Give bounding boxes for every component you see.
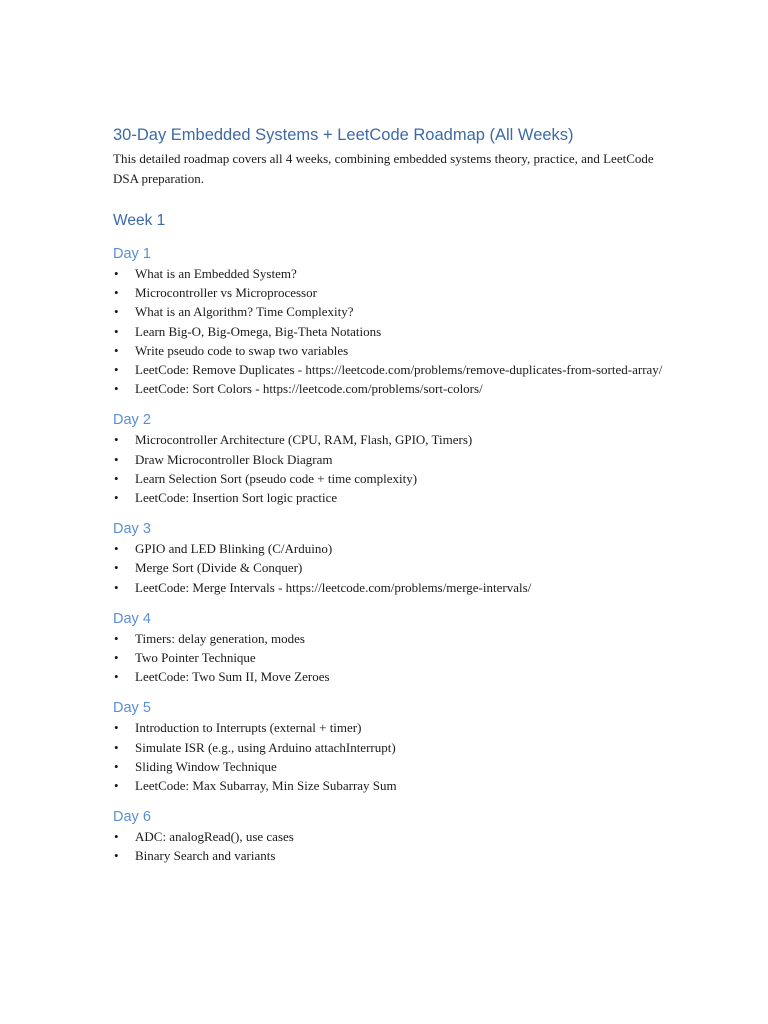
- week-heading: Week 1: [113, 212, 166, 229]
- day-item-list: [113, 264, 673, 398]
- bullet-icon: •: [114, 650, 119, 666]
- day-section-1: [113, 244, 673, 398]
- bullet-icon: •: [114, 304, 119, 320]
- day-section-6: [113, 807, 673, 865]
- day-heading: Day 2: [113, 412, 151, 429]
- day-item-list: [113, 430, 673, 507]
- bullet-icon: •: [114, 490, 119, 506]
- list-item: [113, 302, 673, 321]
- list-item-text: Draw Microcontroller Block Diagram: [135, 451, 333, 467]
- list-item: [113, 558, 673, 577]
- list-item-text: What is an Algorithm? Time Complexity?: [135, 304, 354, 320]
- list-item: [113, 264, 673, 283]
- day-item-list: [113, 827, 673, 865]
- bullet-icon: •: [114, 432, 119, 448]
- list-item-text: Sliding Window Technique: [135, 758, 277, 774]
- bullet-icon: •: [114, 451, 119, 467]
- list-item-text: LeetCode: Merge Intervals - https://leetcode.com/problems/merge-intervals/: [135, 579, 532, 595]
- list-item: [113, 738, 673, 757]
- bullet-icon: •: [114, 381, 119, 397]
- bullet-icon: •: [114, 829, 119, 845]
- day-heading: Day 5: [113, 700, 151, 717]
- list-item: [113, 360, 673, 379]
- list-item: [113, 718, 673, 737]
- week-section: [113, 210, 673, 866]
- list-item: [113, 488, 673, 507]
- list-item-text: Introduction to Interrupts (external + timer): [135, 720, 362, 736]
- list-item: [113, 827, 673, 846]
- day-section-4: [113, 609, 673, 687]
- bullet-icon: •: [114, 579, 119, 595]
- bullet-icon: •: [114, 266, 119, 281]
- list-item-text: Merge Sort (Divide & Conquer): [135, 560, 303, 576]
- document-page: [113, 124, 673, 866]
- list-item: [113, 648, 673, 667]
- day-section-5: [113, 698, 673, 795]
- intro-paragraph: This detailed roadmap covers all 4 weeks, combining embedded systems theory, practice, and LeetCode DSA preparation.: [113, 151, 654, 186]
- list-item-text: GPIO and LED Blinking (C/Arduino): [135, 541, 333, 557]
- list-item-text: LeetCode: Max Subarray, Min Size Subarray Sum: [135, 778, 397, 794]
- list-item: [113, 667, 673, 686]
- bullet-icon: •: [114, 470, 119, 486]
- list-item: [113, 341, 673, 360]
- bullet-icon: •: [114, 778, 119, 794]
- bullet-icon: •: [114, 541, 119, 557]
- list-item-text: Microcontroller vs Microprocessor: [135, 285, 317, 301]
- day-heading: Day 6: [113, 809, 151, 826]
- day-section-3: [113, 519, 673, 597]
- bullet-icon: •: [114, 362, 119, 378]
- list-item: [113, 430, 673, 449]
- bullet-icon: •: [114, 323, 119, 339]
- list-item-text: Write pseudo code to swap two variables: [135, 342, 349, 358]
- list-item: [113, 539, 673, 558]
- day-heading: Day 1: [113, 246, 151, 262]
- list-item: [113, 757, 673, 776]
- list-item: [113, 379, 673, 398]
- bullet-icon: •: [114, 342, 119, 358]
- bullet-icon: •: [114, 285, 119, 301]
- list-item: [113, 283, 673, 302]
- day-section-2: [113, 410, 673, 507]
- list-item: [113, 322, 673, 341]
- bullet-icon: •: [114, 560, 119, 576]
- list-item-text: Timers: delay generation, modes: [135, 630, 305, 646]
- list-item-text: Learn Big-O, Big-Omega, Big-Theta Notations: [135, 323, 382, 339]
- bullet-icon: •: [114, 739, 119, 755]
- day-item-list: [113, 539, 673, 597]
- list-item: [113, 776, 673, 795]
- day-item-list: [113, 629, 673, 687]
- list-item-text: Simulate ISR (e.g., using Arduino attachInterrupt): [135, 739, 396, 755]
- list-item-text: ADC: analogRead(), use cases: [135, 829, 294, 845]
- bullet-icon: •: [114, 758, 119, 774]
- list-item-text: Binary Search and variants: [135, 848, 276, 864]
- document-title: 30-Day Embedded Systems + LeetCode Roadmap (All Weeks): [113, 126, 574, 144]
- bullet-icon: •: [114, 669, 119, 685]
- list-item: [113, 469, 673, 488]
- list-item-text: Microcontroller Architecture (CPU, RAM, Flash, GPIO, Timers): [135, 432, 473, 448]
- list-item-text: LeetCode: Sort Colors - https://leetcode.com/problems/sort-colors/: [135, 381, 483, 397]
- bullet-icon: •: [114, 720, 119, 736]
- list-item-text: LeetCode: Remove Duplicates - https://leetcode.com/problems/remove-duplicates-from-sorted-array/: [135, 362, 663, 378]
- list-item: [113, 450, 673, 469]
- list-item-text: LeetCode: Two Sum II, Move Zeroes: [135, 669, 330, 685]
- bullet-icon: •: [114, 630, 119, 646]
- bullet-icon: •: [114, 848, 119, 864]
- list-item-text: Two Pointer Technique: [135, 650, 256, 666]
- list-item: [113, 578, 673, 597]
- list-item: [113, 629, 673, 648]
- list-item-text: LeetCode: Insertion Sort logic practice: [135, 490, 338, 506]
- day-heading: Day 4: [113, 610, 151, 627]
- list-item: [113, 846, 673, 865]
- day-heading: Day 3: [113, 521, 151, 538]
- list-item-text: What is an Embedded System?: [135, 266, 297, 281]
- day-item-list: [113, 718, 673, 795]
- list-item-text: Learn Selection Sort (pseudo code + time complexity): [135, 470, 418, 486]
